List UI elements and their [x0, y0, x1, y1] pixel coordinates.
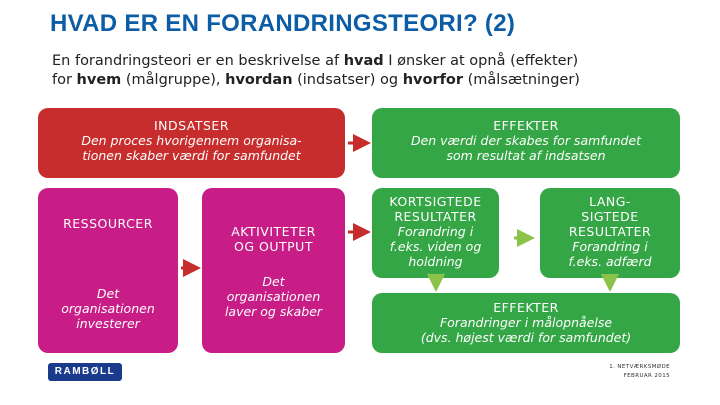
- kortsigtede-heading-line-2: RESULTATER: [394, 209, 477, 224]
- intro-text-part: (indsatser) og: [292, 72, 403, 88]
- aktiviteter-desc-line-3: laver og skaber: [224, 304, 323, 319]
- intro-keyword-hvem: hvem: [76, 72, 122, 88]
- aktiviteter-heading-line-1: AKTIVITETER: [231, 224, 316, 239]
- effekter-desc-line-2: som resultat af indsatsen: [446, 148, 606, 163]
- langsigtede-desc-line-2: f.eks. adfærd: [568, 254, 652, 269]
- ressourcer-box: [38, 188, 178, 353]
- kortsigtede-desc-line-2: f.eks. viden og: [389, 239, 482, 254]
- ressourcer-desc-line-3: investerer: [76, 316, 140, 331]
- ressourcer-desc-line-2: organisationen: [61, 301, 155, 316]
- aktiviteter-desc-line-2: organisationen: [226, 289, 321, 304]
- footer-line-1: 1. NETVÆRKSMØDE: [609, 364, 670, 370]
- effekter-malopnaaelse-heading: EFFEKTER: [493, 300, 559, 315]
- intro-text-part: (målgruppe),: [121, 72, 226, 88]
- kortsigtede-box: [372, 188, 499, 278]
- ressourcer-desc-line-1: Det: [96, 286, 120, 301]
- ressourcer-desc: [38, 286, 178, 331]
- indsatser-box: [38, 108, 345, 178]
- kortsigtede-desc-line-3: holdning: [408, 254, 463, 269]
- intro-line-2: [52, 71, 692, 90]
- intro-text-part: I ønsker at opnå (effekter): [383, 53, 579, 69]
- intro-keyword-hvad: hvad: [343, 53, 384, 69]
- intro-text-part: (målsætninger): [463, 72, 580, 88]
- effekter-malopnaaelse-line-2: (dvs. højest værdi for samfundet): [420, 330, 632, 345]
- effekter-desc-line-1: Den værdi der skabes for samfundet: [410, 133, 642, 148]
- aktiviteter-box: [202, 188, 345, 353]
- kortsigtede-heading-line-1: KORTSIGTEDE: [389, 194, 482, 209]
- effekter-heading: EFFEKTER: [493, 118, 559, 133]
- page-title: HVAD ER EN FORANDRINGSTEORI? (2): [50, 10, 516, 37]
- aktiviteter-heading-line-2: OG OUTPUT: [234, 239, 313, 254]
- footer-line-2: FEBRUAR 2015: [623, 373, 670, 379]
- effekter-malopnaaelse-line-1: Forandringer i målopnåelse: [439, 315, 613, 330]
- effekter-malopnaaelse-box: [372, 293, 680, 353]
- langsigtede-desc-line-1: Forandring i: [572, 239, 648, 254]
- intro-text: [52, 52, 692, 90]
- indsatser-heading: INDSATSER: [153, 118, 230, 133]
- langsigtede-heading-line-3: RESULTATER: [568, 224, 652, 239]
- aktiviteter-heading: [202, 224, 345, 254]
- langsigtede-heading-line-2: SIGTEDE: [581, 209, 639, 224]
- langsigtede-heading-line-1: LANG-: [589, 194, 631, 209]
- aktiviteter-desc-line-1: Det: [262, 274, 285, 289]
- kortsigtede-desc-line-1: Forandring i: [397, 224, 474, 239]
- intro-text-part: for: [52, 72, 77, 88]
- intro-keyword-hvorfor: hvorfor: [402, 72, 464, 88]
- indsatser-desc-line-1: Den proces hvorigennem organisa-: [81, 133, 302, 148]
- ramboll-logo: RAMBØLL: [48, 363, 122, 381]
- footer-info: [609, 363, 670, 381]
- langsigtede-box: [540, 188, 680, 278]
- effekter-box: [372, 108, 680, 178]
- indsatser-desc-line-2: tionen skaber værdi for samfundet: [82, 148, 301, 163]
- aktiviteter-desc: [202, 274, 345, 319]
- ressourcer-heading: RESSOURCER: [63, 216, 153, 231]
- intro-text-part: En forandringsteori er en beskrivelse af: [52, 53, 344, 69]
- intro-keyword-hvordan: hvordan: [225, 72, 293, 88]
- intro-line-1: [52, 52, 692, 71]
